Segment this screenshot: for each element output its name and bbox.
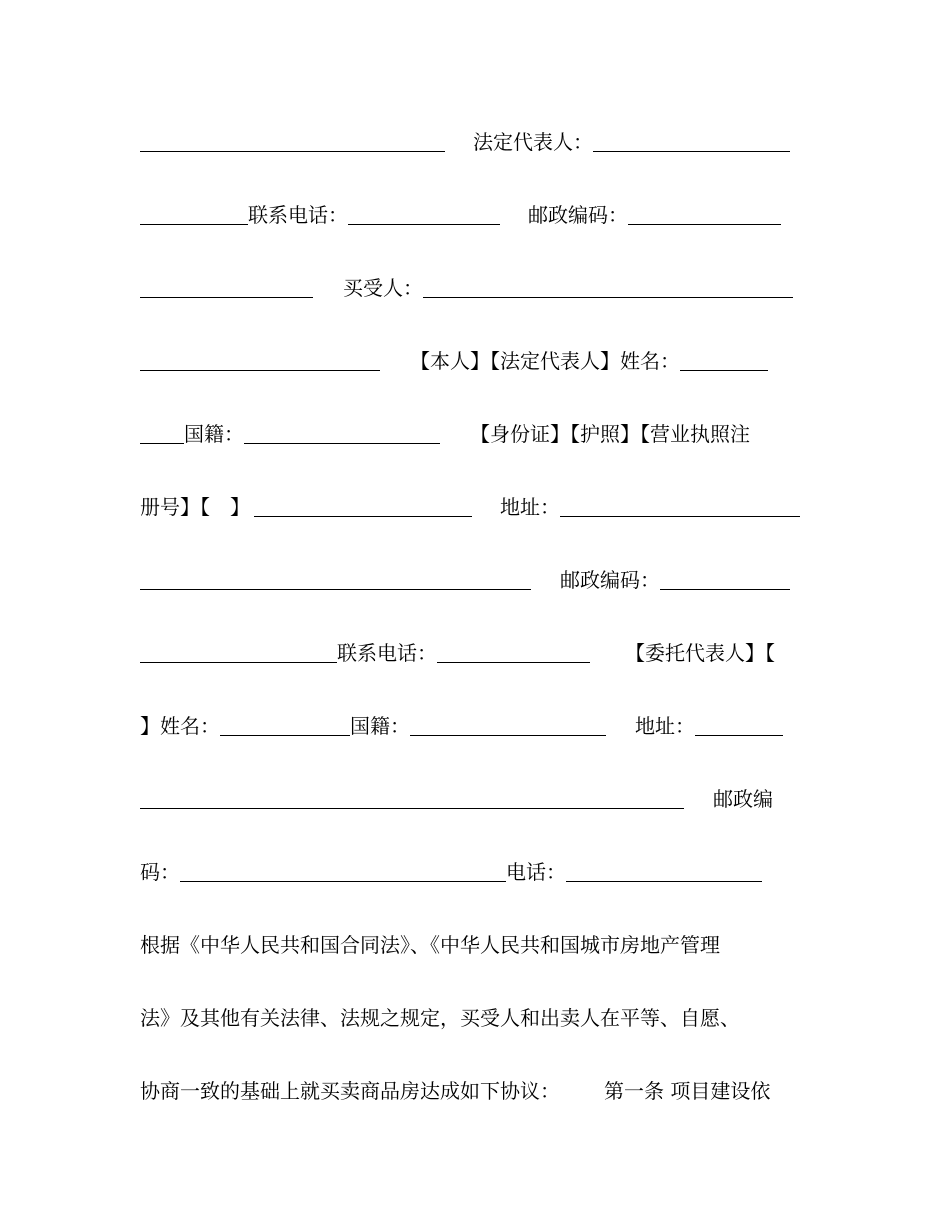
- line-text: 地址：: [635, 714, 695, 738]
- line-text: 电话：: [506, 860, 566, 884]
- fill-in-blank[interactable]: [423, 293, 793, 298]
- line-text: 协商一致的基础上就买卖商品房达成如下协议：: [140, 1079, 560, 1103]
- fill-in-blank[interactable]: [410, 731, 606, 736]
- fill-in-blank[interactable]: [180, 877, 506, 882]
- line-text: 法定代表人：: [473, 130, 593, 154]
- line-text: 【身份证】【护照】【营业执照注: [470, 422, 750, 446]
- line-text: 根据《中华人民共和国合同法》、《中华人民共和国城市房地产管理: [140, 933, 720, 957]
- line-text: 国籍：: [350, 714, 410, 738]
- document-line: [140, 276, 793, 300]
- fill-in-blank[interactable]: [628, 220, 781, 225]
- line-text: 邮政编码：: [560, 568, 660, 592]
- document-line: [140, 349, 768, 373]
- line-text: 法》及其他有关法律、法规之规定，买受人和出卖人在平等、自愿、: [140, 1006, 740, 1030]
- fill-in-blank[interactable]: [593, 147, 790, 152]
- fill-in-blank[interactable]: [566, 877, 762, 882]
- fill-in-blank[interactable]: [695, 731, 783, 736]
- fill-in-blank[interactable]: [140, 220, 248, 225]
- document-line: [140, 714, 783, 738]
- document-line: [140, 130, 790, 154]
- document-line: [140, 641, 775, 665]
- document-line: [140, 203, 781, 227]
- document-line: [140, 933, 720, 957]
- fill-in-blank[interactable]: [140, 658, 337, 663]
- document-line: [140, 787, 773, 811]
- fill-in-blank[interactable]: [680, 366, 768, 371]
- fill-in-blank[interactable]: [348, 220, 500, 225]
- fill-in-blank[interactable]: [140, 585, 531, 590]
- document-line: [140, 1079, 770, 1103]
- document-line: [140, 568, 790, 592]
- fill-in-blank[interactable]: [140, 366, 380, 371]
- line-text: 【委托代表人】【: [625, 641, 775, 665]
- line-text: 】姓名：: [140, 714, 220, 738]
- document-line: [140, 1006, 740, 1030]
- fill-in-blank[interactable]: [140, 147, 445, 152]
- fill-in-blank[interactable]: [560, 512, 800, 517]
- line-text: 买受人：: [343, 276, 423, 300]
- fill-in-blank[interactable]: [437, 658, 590, 663]
- line-text: 码：: [140, 860, 180, 884]
- line-text: 邮政编码：: [528, 203, 628, 227]
- fill-in-blank[interactable]: [244, 439, 440, 444]
- line-text: 地址：: [500, 495, 560, 519]
- line-text: 邮政编: [713, 787, 773, 811]
- line-text: 联系电话：: [248, 203, 348, 227]
- fill-in-blank[interactable]: [220, 731, 350, 736]
- document-line: [140, 495, 800, 519]
- fill-in-blank[interactable]: [660, 585, 790, 590]
- line-text: 联系电话：: [337, 641, 437, 665]
- line-text: 册号】【 】: [140, 495, 250, 519]
- fill-in-blank[interactable]: [140, 804, 684, 809]
- fill-in-blank[interactable]: [140, 439, 184, 444]
- line-text: 国籍：: [184, 422, 244, 446]
- document-line: [140, 422, 750, 446]
- fill-in-blank[interactable]: [140, 293, 313, 298]
- document-line: [140, 860, 762, 884]
- line-text: 第一条 项目建设依: [604, 1079, 771, 1103]
- fill-in-blank[interactable]: [254, 512, 472, 517]
- line-text: 【本人】【法定代表人】姓名：: [410, 349, 680, 373]
